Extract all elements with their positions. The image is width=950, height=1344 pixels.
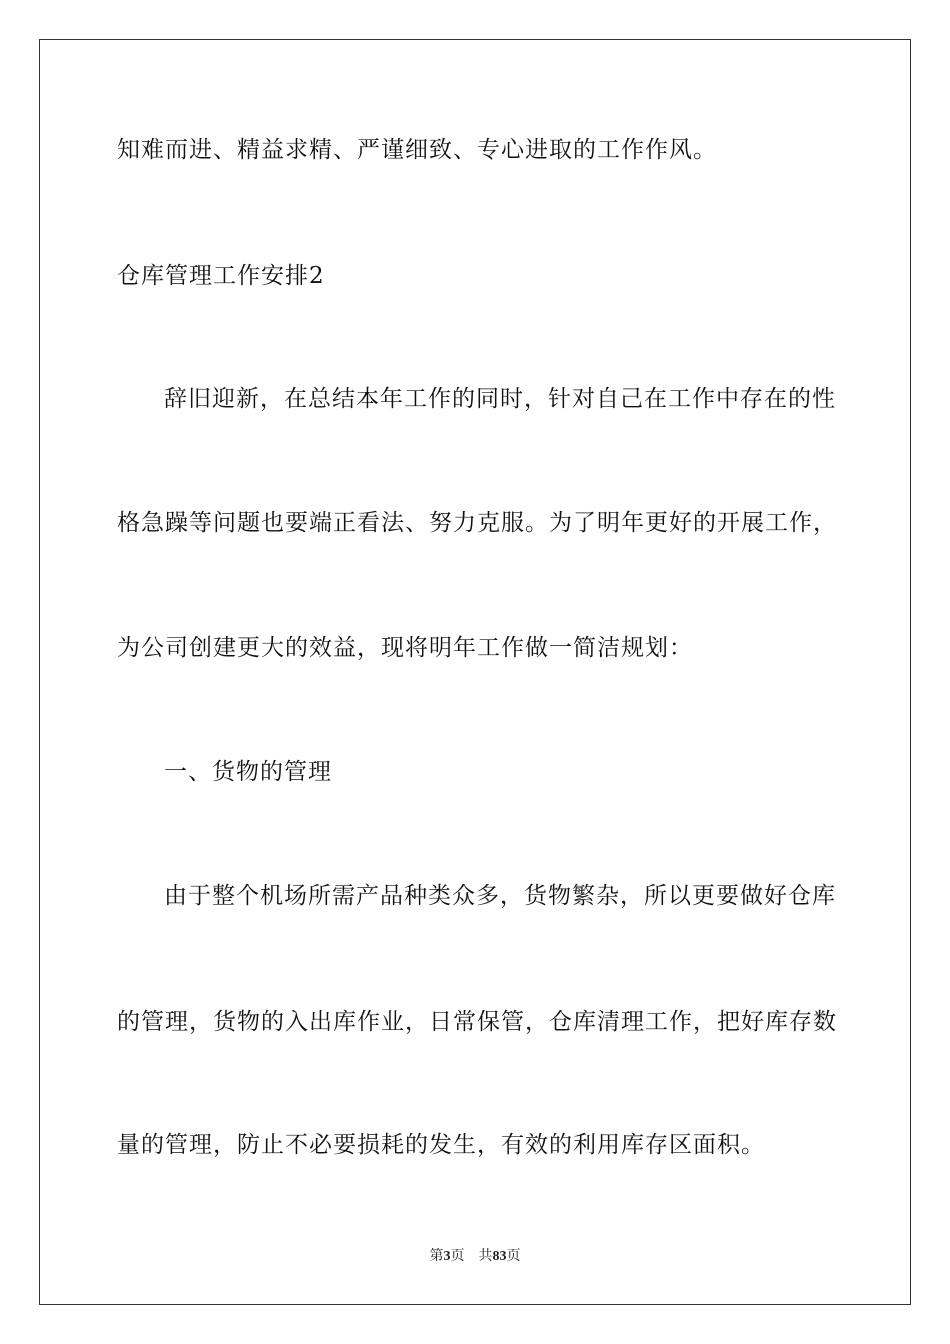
subheading-goods-management: 一、货物的管理 — [164, 759, 332, 785]
footer-page-prefix: 第 — [429, 1249, 444, 1264]
footer-page-number: 3 — [443, 1249, 451, 1264]
page-border — [39, 39, 911, 1305]
text-line-9: 量的管理，防止不必要损耗的发生，有效的利用库存区面积。 — [117, 1132, 765, 1158]
section-heading: 仓库管理工作安排2 — [117, 263, 325, 289]
text-line-7: 由于整个机场所需产品种类众多，货物繁杂，所以更要做好仓库 — [164, 883, 836, 909]
text-line-4: 格急躁等问题也要端正看法、努力克服。为了明年更好的开展工作， — [117, 510, 837, 536]
footer-total-prefix: 共 — [478, 1249, 493, 1264]
text-line-5: 为公司创建更大的效益，现将明年工作做一简洁规划： — [117, 635, 693, 661]
text-line-3: 辞旧迎新，在总结本年工作的同时，针对自己在工作中存在的性 — [164, 386, 836, 412]
page-footer — [0, 1248, 950, 1266]
footer-total-pages: 83 — [492, 1249, 507, 1264]
text-line-8: 的管理，货物的入出库作业，日常保管，仓库清理工作，把好库存数 — [117, 1009, 837, 1035]
footer-page-suffix: 页 — [450, 1249, 465, 1264]
footer-total-suffix: 页 — [506, 1249, 521, 1264]
text-line-1: 知难而进、精益求精、严谨细致、专心进取的工作作风。 — [117, 137, 717, 163]
